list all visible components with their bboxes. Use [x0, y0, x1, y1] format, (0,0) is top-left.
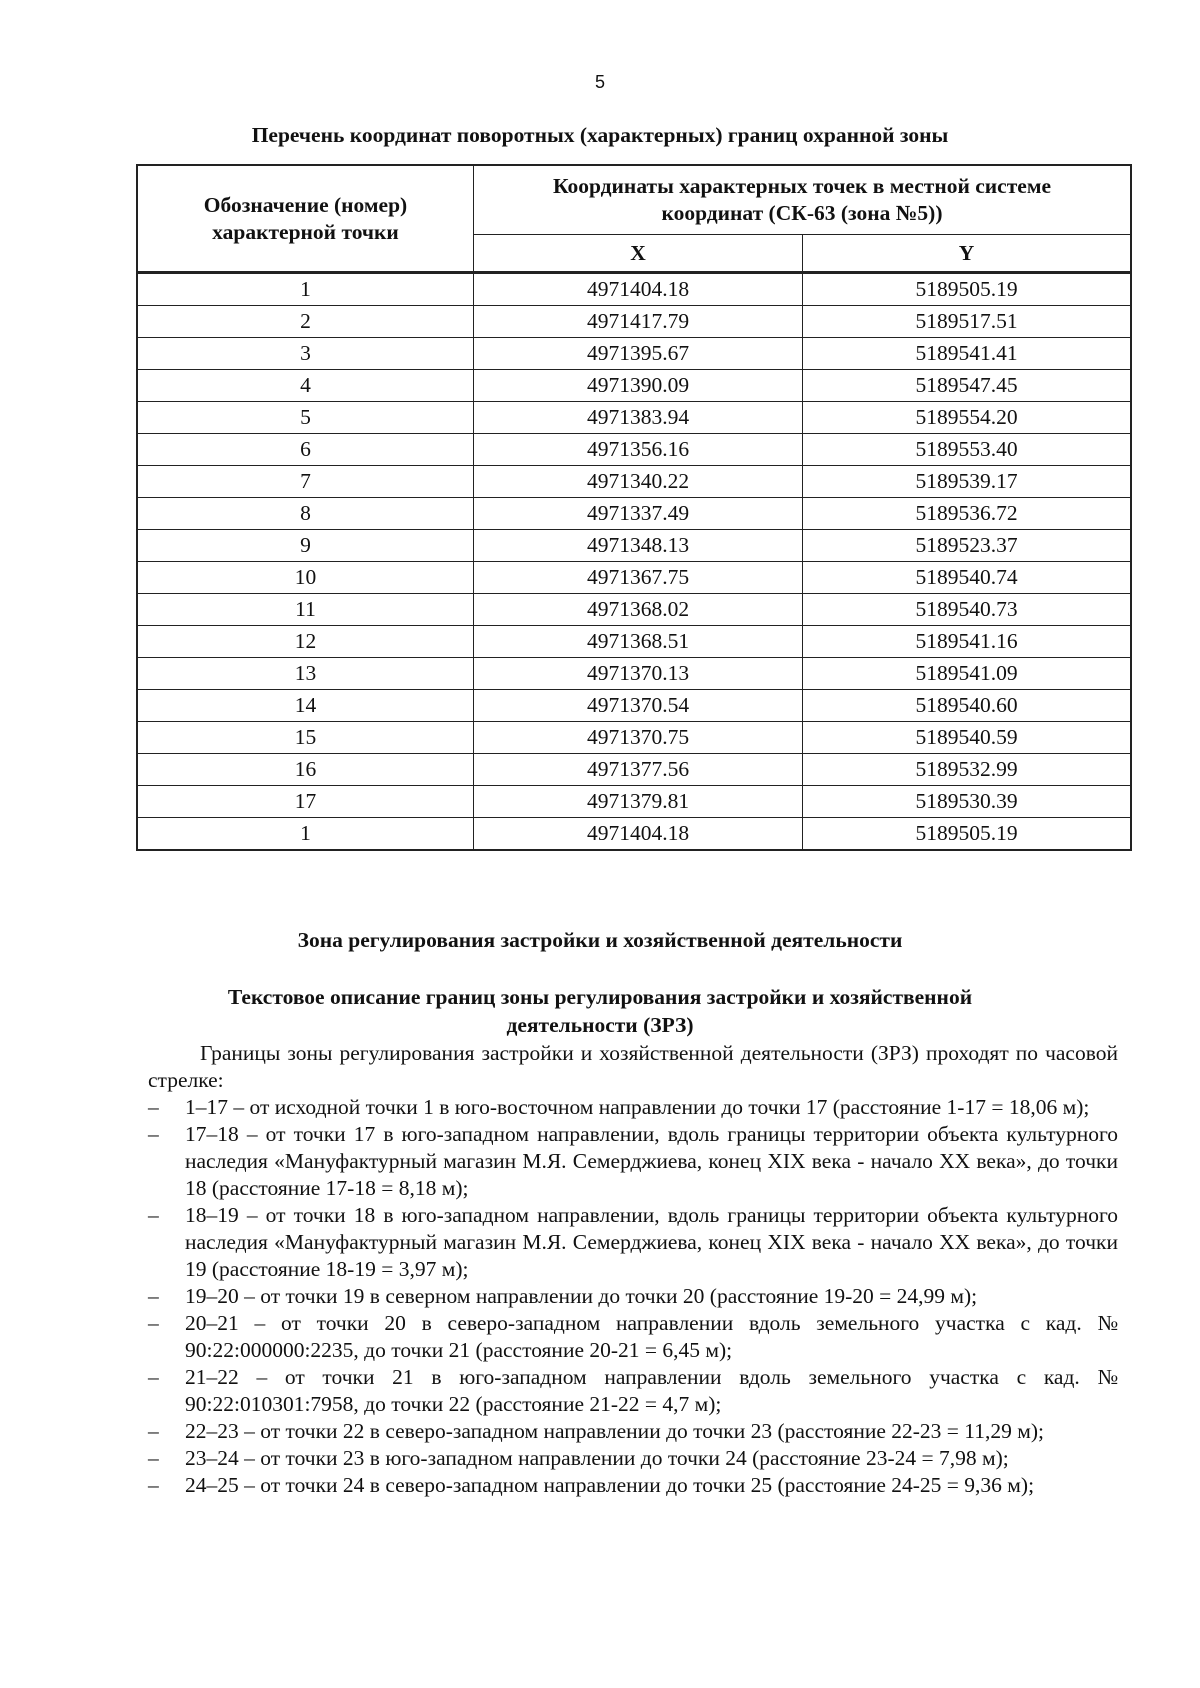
table-row — [137, 626, 1131, 658]
point-number-cell: 1 — [137, 818, 474, 851]
x-coordinate-cell: 4971356.16 — [474, 434, 803, 466]
x-coordinate-cell: 4971348.13 — [474, 530, 803, 562]
list-item-text: 22–23 – от точки 22 в северо-западном направлении до точки 23 (расстояние 22-23 = 11,29 м); — [185, 1419, 1044, 1443]
list-item — [148, 1310, 1118, 1364]
table-row — [137, 498, 1131, 530]
list-dash: – — [148, 1122, 159, 1146]
y-coordinate-cell: 5189532.99 — [803, 754, 1132, 786]
list-item — [148, 1418, 1118, 1445]
point-number-cell: 3 — [137, 338, 474, 370]
point-number-cell: 6 — [137, 434, 474, 466]
point-number-cell: 7 — [137, 466, 474, 498]
point-number-cell: 15 — [137, 722, 474, 754]
table-row — [137, 273, 1131, 306]
description-title — [0, 983, 1200, 1039]
header-coordinates — [474, 165, 1132, 235]
list-dash: – — [148, 1365, 159, 1389]
x-coordinate-cell: 4971417.79 — [474, 306, 803, 338]
y-coordinate-cell: 5189517.51 — [803, 306, 1132, 338]
x-coordinate-cell: 4971367.75 — [474, 562, 803, 594]
point-number-cell: 5 — [137, 402, 474, 434]
list-item — [148, 1445, 1118, 1472]
header-point-label: Обозначение (номер) характерной точки — [203, 192, 408, 244]
point-number-cell: 4 — [137, 370, 474, 402]
table-row — [137, 594, 1131, 626]
x-coordinate-cell: 4971337.49 — [474, 498, 803, 530]
x-coordinate-cell: 4971368.02 — [474, 594, 803, 626]
y-coordinate-cell: 5189540.59 — [803, 722, 1132, 754]
boundary-list — [148, 1094, 1118, 1499]
point-number-cell: 13 — [137, 658, 474, 690]
list-dash: – — [148, 1095, 159, 1119]
point-number-cell: 11 — [137, 594, 474, 626]
list-dash: – — [148, 1203, 159, 1227]
point-number-cell: 8 — [137, 498, 474, 530]
y-coordinate-cell: 5189540.60 — [803, 690, 1132, 722]
y-coordinate-cell: 5189530.39 — [803, 786, 1132, 818]
x-coordinate-cell: 4971379.81 — [474, 786, 803, 818]
x-coordinate-cell: 4971383.94 — [474, 402, 803, 434]
x-coordinate-cell: 4971368.51 — [474, 626, 803, 658]
table-row — [137, 818, 1131, 851]
y-coordinate-cell: 5189523.37 — [803, 530, 1132, 562]
list-dash: – — [148, 1284, 159, 1308]
point-number-cell: 17 — [137, 786, 474, 818]
table-row — [137, 786, 1131, 818]
table-row — [137, 338, 1131, 370]
list-item — [148, 1094, 1118, 1121]
x-coordinate-cell: 4971340.22 — [474, 466, 803, 498]
y-coordinate-cell: 5189505.19 — [803, 818, 1132, 851]
description-title-text: Текстовое описание границ зоны регулирования застройки и хозяйственной деятельности (ЗРЗ) — [227, 985, 973, 1037]
point-number-cell: 14 — [137, 690, 474, 722]
table-row — [137, 466, 1131, 498]
y-coordinate-cell: 5189536.72 — [803, 498, 1132, 530]
list-item-text: 19–20 – от точки 19 в северном направлении до точки 20 (расстояние 19-20 = 24,99 м); — [185, 1284, 978, 1308]
table-title: Перечень координат поворотных (характерных) границ охранной зоны — [251, 123, 949, 147]
header-y: Y — [803, 235, 1132, 273]
list-item — [148, 1472, 1118, 1499]
table-row — [137, 306, 1131, 338]
table-row — [137, 722, 1131, 754]
list-dash: – — [148, 1473, 159, 1497]
x-coordinate-cell: 4971404.18 — [474, 273, 803, 306]
header-x: X — [474, 235, 803, 273]
y-coordinate-cell: 5189541.16 — [803, 626, 1132, 658]
list-item-text: 21–22 – от точки 21 в юго-западном направлении вдоль земельного участка с кад. № 90:22:010301:7958, до точки 22 (расстояние 21-22 = 4,7 м); — [185, 1365, 1118, 1416]
list-dash: – — [148, 1419, 159, 1443]
list-item-text: 17–18 – от точки 17 в юго-западном направлении, вдоль границы территории объекта культурного наследия «Мануфактурный магазин М.Я. Семерджиева, конец XIX века - начало XX века», до точки 18 (расстояние 17-18 = 8,18 м); — [185, 1122, 1118, 1200]
list-item-text: 1–17 – от исходной точки 1 в юго-восточном направлении до точки 17 (расстояние 1-17 = 18,06 м); — [185, 1095, 1090, 1119]
table-row — [137, 690, 1131, 722]
header-point-number — [137, 165, 474, 273]
y-coordinate-cell: 5189547.45 — [803, 370, 1132, 402]
list-dash: – — [148, 1311, 159, 1335]
y-coordinate-cell: 5189540.73 — [803, 594, 1132, 626]
table-row — [137, 434, 1131, 466]
table-row — [137, 658, 1131, 690]
y-coordinate-cell: 5189539.17 — [803, 466, 1132, 498]
table-body — [137, 273, 1131, 851]
y-coordinate-cell: 5189505.19 — [803, 273, 1132, 306]
point-number-cell: 10 — [137, 562, 474, 594]
x-coordinate-cell: 4971370.75 — [474, 722, 803, 754]
list-item-text: 24–25 – от точки 24 в северо-западном направлении до точки 25 (расстояние 24-25 = 9,36 м); — [185, 1473, 1035, 1497]
list-dash: – — [148, 1446, 159, 1470]
y-coordinate-cell: 5189553.40 — [803, 434, 1132, 466]
y-coordinate-cell: 5189541.41 — [803, 338, 1132, 370]
table-row — [137, 370, 1131, 402]
y-coordinate-cell: 5189540.74 — [803, 562, 1132, 594]
table-row — [137, 754, 1131, 786]
point-number-cell: 2 — [137, 306, 474, 338]
x-coordinate-cell: 4971390.09 — [474, 370, 803, 402]
point-number-cell: 12 — [137, 626, 474, 658]
intro-paragraph: Границы зоны регулирования застройки и хозяйственной деятельности (ЗРЗ) проходят по часовой стрелке: — [148, 1041, 1118, 1092]
point-number-cell: 1 — [137, 273, 474, 306]
zone-title: Зона регулирования застройки и хозяйственной деятельности — [297, 928, 903, 952]
point-number-cell: 9 — [137, 530, 474, 562]
list-item — [148, 1202, 1118, 1283]
page-number: 5 — [594, 72, 605, 92]
x-coordinate-cell: 4971395.67 — [474, 338, 803, 370]
x-coordinate-cell: 4971377.56 — [474, 754, 803, 786]
table-row — [137, 562, 1131, 594]
list-item — [148, 1283, 1118, 1310]
list-item-text: 23–24 – от точки 23 в юго-западном направлении до точки 24 (расстояние 23-24 = 7,98 м); — [185, 1446, 1009, 1470]
table-row — [137, 530, 1131, 562]
x-coordinate-cell: 4971404.18 — [474, 818, 803, 851]
point-number-cell: 16 — [137, 754, 474, 786]
table-row — [137, 402, 1131, 434]
y-coordinate-cell: 5189554.20 — [803, 402, 1132, 434]
y-coordinate-cell: 5189541.09 — [803, 658, 1132, 690]
x-coordinate-cell: 4971370.54 — [474, 690, 803, 722]
x-coordinate-cell: 4971370.13 — [474, 658, 803, 690]
list-item-text: 18–19 – от точки 18 в юго-западном направлении, вдоль границы территории объекта культурного наследия «Мануфактурный магазин М.Я. Семерджиева, конец XIX века - начало XX века», до точки 19 (расстояние 18-19 = 3,97 м); — [185, 1203, 1118, 1281]
list-item — [148, 1121, 1118, 1202]
coordinates-table — [136, 164, 1132, 851]
list-item — [148, 1364, 1118, 1418]
list-item-text: 20–21 – от точки 20 в северо-западном направлении вдоль земельного участка с кад. № 90:22:000000:2235, до точки 21 (расстояние 20-21 = 6,45 м); — [185, 1311, 1118, 1362]
header-coordinates-label: Координаты характерных точек в местной системе координат (СК-63 (зона №5)) — [552, 174, 1052, 225]
